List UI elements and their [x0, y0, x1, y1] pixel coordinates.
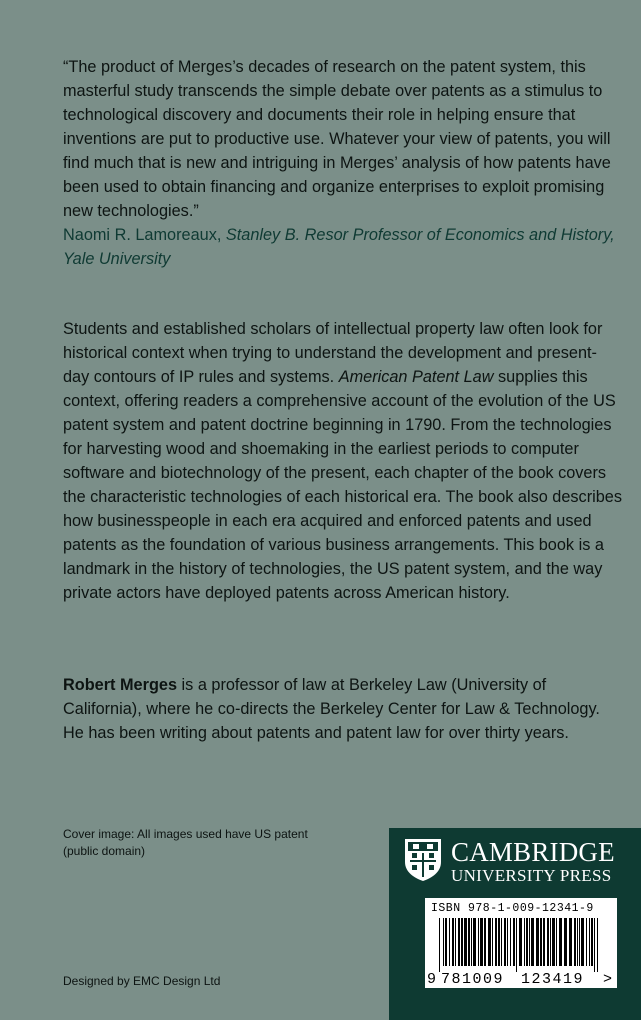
barcode-bar — [495, 918, 497, 966]
barcode-group1: 781009 — [441, 971, 505, 988]
barcode-bar — [581, 918, 584, 966]
barcode-bar — [449, 918, 450, 966]
barcode-bar — [586, 918, 587, 966]
barcode-bar — [471, 918, 472, 966]
quote-attribution — [63, 226, 615, 268]
barcode-group2: 123419 — [521, 971, 585, 988]
barcode-bar — [473, 918, 476, 966]
barcode-bar — [589, 918, 590, 966]
barcode-bar — [478, 918, 479, 966]
barcode-bar — [531, 918, 534, 966]
barcode-bar — [513, 918, 515, 966]
barcode-bar — [552, 918, 555, 966]
isbn-barcode — [425, 898, 617, 988]
barcode-lead-digit: 9 — [427, 971, 437, 988]
author-bio — [63, 673, 623, 745]
barcode-bar — [455, 918, 456, 966]
barcode-bar — [556, 918, 557, 966]
quote-text: “The product of Merges’s decades of research on the patent system, this masterful study transcends the simple debate over patents as a stimulus to technological discovery and documents their role in helping ensure that inventions are put to productive use. Whatever your view of patents, you will find much that is new and intriguing in Merges’ analysis of how patents have been used to obtain financing and organize enterprises to exploit promising new technologies.” — [63, 58, 611, 220]
barcode-bar — [484, 918, 486, 966]
barcode-bar — [547, 918, 549, 966]
barcode-bar — [443, 918, 444, 966]
barcode-bar — [594, 918, 595, 972]
barcode-bar — [507, 918, 508, 966]
barcode-bar — [516, 918, 517, 972]
quote-author: Naomi R. Lamoreaux, — [63, 226, 222, 244]
barcode-bar — [564, 918, 567, 966]
barcode-bar — [498, 918, 500, 966]
barcode-bar — [452, 918, 454, 966]
barcode-bar — [439, 918, 440, 972]
barcode-bar — [461, 918, 463, 966]
cambridge-crest-icon — [404, 838, 442, 882]
barcode-bar — [519, 918, 522, 966]
description-part2: supplies this context, offering readers a comprehensive account of the evolution of the US patent system and patent doctrine beginning in 1790. From the technologies for harvesting wood and shoemaking in the earliest periods to computer software and biotechnology of the present, each chapter of the book covers the characteristic technologies of each historical era. The book also describes how businesspeople in each era acquired and enforced patents and used patents as the foundation of various business arrangements. This book is a landmark in the history of technologies, the US patent system, and the way private actors have deployed patents across American history. — [63, 368, 622, 602]
barcode-bar — [569, 918, 572, 966]
barcode-bar — [543, 918, 545, 966]
barcode-graphic — [425, 898, 617, 988]
publisher-name-line1: CAMBRIDGE — [451, 837, 615, 867]
cover-image-credit: Cover image: All images used have US patent (public domain) — [63, 827, 308, 858]
barcode-bar — [445, 918, 447, 966]
publisher-panel — [389, 828, 641, 1020]
barcode-bar — [468, 918, 470, 966]
barcode-bar — [529, 918, 530, 966]
quote-author-title: Stanley B. Resor Professor of Economics and History, Yale University — [63, 226, 615, 268]
isbn-label: ISBN 978-1-009-12341-9 — [431, 902, 594, 915]
description-part1: Students and established scholars of intellectual property law often look for historical context when trying to understand the development and present-day contours of IP rules and systems. — [63, 320, 603, 386]
book-description — [63, 317, 623, 605]
barcode-bar — [536, 918, 539, 966]
barcode-bar — [464, 918, 467, 966]
barcode-bar — [488, 918, 491, 966]
barcode-bars — [439, 918, 598, 972]
barcode-bar — [591, 918, 593, 966]
barcode-bar — [510, 918, 511, 966]
barcode-bar — [492, 918, 493, 966]
barcode-bar — [524, 918, 525, 966]
barcode-bar — [559, 918, 562, 966]
barcode-bar — [550, 918, 551, 966]
barcode-bar — [597, 918, 598, 972]
barcode-bar — [504, 918, 506, 966]
barcode-bar — [480, 918, 483, 966]
designer-credit: Designed by EMC Design Ltd — [63, 974, 221, 988]
barcode-bar — [574, 918, 576, 966]
barcode-bar — [579, 918, 580, 966]
barcode-bar — [458, 918, 460, 966]
barcode-end-mark: > — [603, 971, 613, 988]
barcode-bar — [526, 918, 528, 966]
barcode-bar — [540, 918, 542, 966]
author-name: Robert Merges — [63, 676, 177, 694]
publisher-name-line2: UNIVERSITY PRESS — [451, 866, 612, 885]
endorsement-quote — [63, 55, 623, 271]
author-bio-text: is a professor of law at Berkeley Law (University of California), where he co-directs the Berkeley Center for Law & Technology. He has been writing about patents and patent law for over thirty years. — [63, 676, 600, 742]
barcode-bar — [577, 918, 578, 966]
barcode-bar — [501, 918, 502, 966]
book-title: American Patent Law — [338, 368, 494, 386]
